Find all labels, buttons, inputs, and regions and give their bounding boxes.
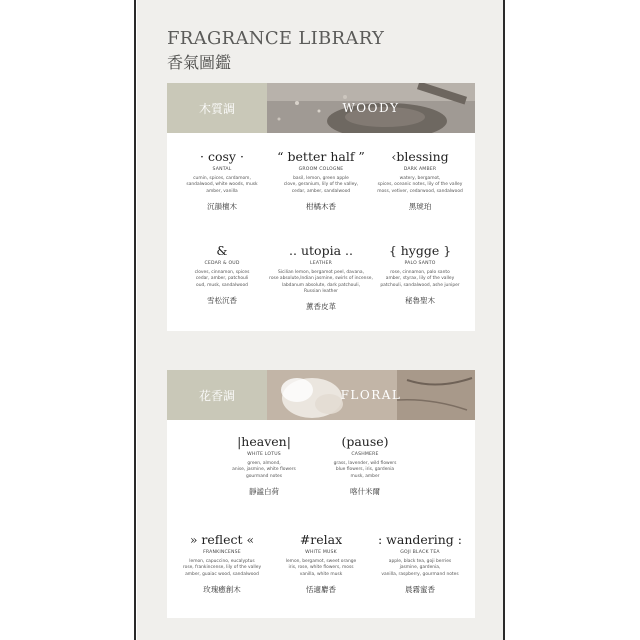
fragrance-notes [365, 176, 475, 195]
card-relax [266, 532, 376, 595]
woody-label: WOODY [342, 101, 400, 115]
fragrance-notes [167, 559, 277, 578]
fragrance-subtitle: CASHMERE [351, 452, 379, 457]
note-line: anise, jasmine, white flowers [232, 467, 296, 473]
fragrance-notes [266, 559, 376, 578]
fragrance-subtitle: GOJI BLACK TEA [400, 550, 440, 555]
fragrance-subtitle: FRANKINCENSE [203, 550, 241, 555]
fragrance-zh-name: 喀什米爾 [350, 486, 380, 496]
note-line: blue flowers, iris, gardenia [335, 467, 395, 473]
fragrance-notes [365, 270, 475, 289]
fragrance-notes [209, 461, 319, 480]
note-line: labdanum absolute, dark patchouli, [281, 282, 360, 288]
fragrance-page [137, 0, 503, 640]
fragrance-zh-name: 沉韻檀木 [207, 201, 237, 211]
note-line: apple, black tea, goji berries [388, 559, 452, 564]
page-subtitle: 香氣圖鑑 [167, 53, 232, 72]
fragrance-subtitle: WHITE MUSK [305, 550, 337, 555]
card-cosy [167, 149, 277, 212]
fragrance-notes [167, 270, 277, 289]
fragrance-subtitle: PALO SANTO [404, 261, 436, 266]
fragrance-zh-name: 恬適麝香 [306, 584, 336, 594]
left-frame-line [134, 0, 136, 640]
note-line: rose absolute,Indian jasmine, swirls of incense, [269, 276, 373, 282]
fragrance-subtitle: CEDAR & OUD [204, 261, 240, 266]
fragrance-zh-name: 柑橘木香 [306, 201, 336, 211]
fragrance-subtitle: GROOM COLOGNE [298, 167, 344, 172]
card-pause [310, 434, 420, 497]
fragrance-name: .. utopia .. [289, 243, 353, 258]
note-line: iris, rose, white flowers, moss [288, 565, 354, 571]
card-blessing [365, 149, 475, 212]
woody-photo [267, 83, 475, 133]
note-line: clove, geranium, lily of the valley, [283, 182, 359, 188]
fragrance-subtitle: WHITE LOTUS [247, 452, 281, 457]
fragrance-zh-name: 雪松沉香 [207, 295, 237, 305]
fragrance-zh-name: 秘魯聖木 [405, 295, 435, 305]
note-line: rose, cinnamon, palo santo [390, 270, 450, 275]
fragrance-name: · cosy · [200, 149, 244, 164]
note-line: amber, guaiac wood, sandalwood [185, 571, 259, 577]
card-reflect [167, 532, 277, 595]
fragrance-notes [167, 176, 277, 195]
note-line: oud, musk, sandalwood [196, 282, 248, 288]
fragrance-name: |heaven| [237, 434, 291, 449]
note-line: basil, lemon, green apple [293, 176, 349, 181]
note-line: Sicilian lemon, bergamot peel, davana, [277, 270, 365, 275]
fragrance-subtitle: LEATHER [309, 261, 332, 266]
note-line: grass, lavender, wild flowers [333, 461, 397, 466]
note-line: moss, vetiver, cedarwood, sandalwood [377, 188, 463, 194]
fragrance-name: “ better half ” [277, 149, 365, 164]
floral-banner [167, 370, 475, 420]
fragrance-zh-name: 黑琥珀 [408, 201, 432, 211]
floral-label: FLORAL [340, 388, 402, 402]
fragrance-notes [266, 270, 376, 295]
note-line: lemon, capuccino, eucalyptus [189, 559, 255, 564]
note-line: vanilla, white musk [299, 571, 343, 577]
note-line: green, almond, [247, 461, 281, 466]
note-line: amber, vanilla [206, 188, 238, 194]
fragrance-zh-name: 薰香皮革 [306, 302, 336, 312]
fragrance-zh-name: 靜謐白荷 [249, 486, 279, 496]
note-line: lemon, bergamot, sweet orange [285, 559, 357, 564]
fragrance-notes [310, 461, 420, 480]
woody-section [167, 83, 475, 331]
floral-tag: 花香調 [167, 370, 267, 420]
fragrance-subtitle: SANTAL [212, 167, 232, 172]
fragrance-name: { hygge } [388, 243, 452, 258]
fragrance-name: : wandering : [378, 532, 462, 547]
fragrance-name: #relax [299, 532, 343, 547]
fragrance-name: (pause) [341, 434, 389, 449]
fragrance-name: ‹blessing [391, 149, 449, 164]
fragrance-zh-name: 晨霧蜜香 [405, 584, 435, 594]
note-line: cedar, amber, patchouli [195, 276, 249, 282]
note-line: rose, frankincense, lily of the valley [182, 565, 262, 571]
fragrance-name: & [216, 243, 228, 258]
note-line: cumin, spices, cardamom, [193, 176, 251, 181]
fragrance-subtitle: DARK AMBER [403, 167, 437, 172]
right-frame-line [503, 0, 505, 640]
note-line: watery, bergamot, [399, 176, 441, 181]
fragrance-notes [266, 176, 376, 195]
fragrance-notes [365, 559, 475, 578]
note-line: spices, oceanic notes, lily of the valley [377, 182, 463, 188]
page-title: FRAGRANCE LIBRARY [167, 28, 385, 49]
note-line: sandalwood, white woods, musk [186, 182, 258, 188]
note-line: gourmand notes [245, 473, 283, 479]
card-utopia [266, 243, 376, 312]
floral-photo [267, 370, 475, 420]
note-line: musk, amber [350, 473, 380, 479]
card-better-half [266, 149, 376, 212]
card-hygge [365, 243, 475, 306]
fragrance-name: » reflect « [189, 532, 255, 547]
woody-banner [167, 83, 475, 133]
note-line: cedar, amber, sandalwood [291, 188, 351, 194]
card-wandering [365, 532, 475, 595]
fragrance-zh-name: 玫瑰癒創木 [203, 584, 241, 594]
note-line: amber, styrax, lily of the valley [385, 276, 455, 282]
card-cedar-oud [167, 243, 277, 306]
floral-section [167, 370, 475, 618]
note-line: Russian leather [304, 288, 338, 294]
note-line: jasmine, gardenia, [399, 565, 441, 571]
note-line: cloves, cinnamon, spices [194, 270, 250, 275]
card-heaven [209, 434, 319, 497]
note-line: patchouli, sandalwood, ashe juniper [380, 282, 460, 288]
note-line: vanilla, raspberry, gourmand notes [381, 571, 459, 577]
woody-tag: 木質調 [167, 83, 267, 133]
